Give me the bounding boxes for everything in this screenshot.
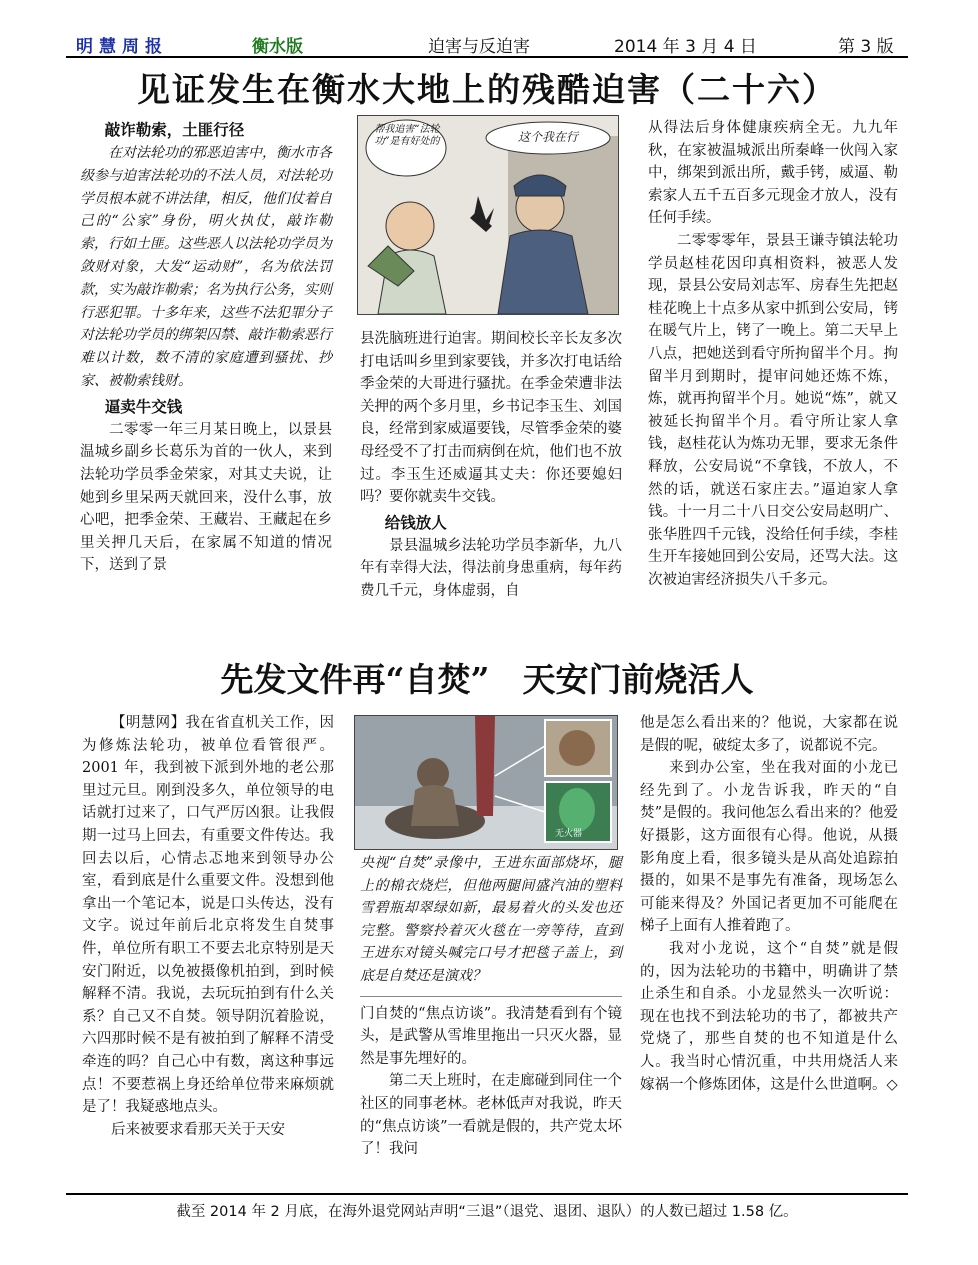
article1-paragraph: 在对法轮功的邪恶迫害中，衡水市各级参与迫害法轮功的不法人员，对法轮功学员根本就不讲法律，相反，他们仗着自己的“公家”身份，明火执仗，敲诈勒索，行如土匪。这些恶人以法轮功学员为敛财对象，大发“运动财”，名为依法罚款，实为敲诈勒索；名为执行公务，实则行恶犯罪。十多年来，这些不法犯罪分子对法轮功学员的绑架囚禁、敲诈勒索恶行难以计数，数不清的家庭遭到骚扰、抄家、被勒索钱财。 xyxy=(80,145,332,389)
article2-column-3 xyxy=(640,712,898,1096)
page-number: 第 3 版 xyxy=(838,37,894,57)
article1-paragraph: 景县温城乡法轮功学员李新华，九八年有幸得大法，得法前身患重病，每年药费几千元，身体虚弱，自 xyxy=(360,537,622,599)
article1-column-1 xyxy=(80,118,332,577)
footer-notice: 截至 2014 年 2 月底，在海外退党网站声明“三退”（退党、退团、退队）的人数已超过 1.58 亿。 xyxy=(176,1204,798,1220)
photo-caption: 央视“自焚”录像中，王进东面部烧坏，腿上的棉衣烧烂，但他两腿间盛汽油的塑料雪碧瓶却翠绿如新，最易着火的头发也还完整。警察拎着灭火毯在一旁等待，直到王进东对镜头喊完口号才把毯子盖上，到底是自焚还是演戏？ xyxy=(360,855,622,984)
article2-paragraph: 来到办公室，坐在我对面的小龙已经先到了。小龙告诉我，昨天的“自焚”是假的。我问他怎么看出来的？他爱好摄影，这方面很有心得。他说，从摄影角度上看，很多镜头是从高处追踪拍摄的，如果不是事先有准备，现场怎么可能来得及？外国记者更加不可能爬在梯子上面有人推着跑了。 xyxy=(640,760,898,935)
article1-subheading-3: 给钱放人 xyxy=(384,513,447,532)
photo-inset-label: 无火器 xyxy=(555,829,583,839)
section-label: 迫害与反迫害 xyxy=(428,37,530,57)
article1-title: 见证发生在衡水大地上的残酷迫害（二十六） xyxy=(137,70,837,109)
article2-paragraph: 我对小龙说，这个“自焚”就是假的，因为法轮功的书籍中，明确讲了禁止杀生和自杀。小龙显然头一次听说：现在也找不到法轮功的书了，都被共产党烧了，那些自焚的也不知道是什么人。我当时心情沉重，中共用烧活人来嫁祸一个修炼团体，这是什么世道啊。◇ xyxy=(640,940,898,1093)
article1-paragraph: 从得法后身体健康疾病全无。九九年秋，在家被温城派出所秦峰一伙闯入家中，绑架到派出所，戴手铐，威逼、勒索家人五千五百多元现金才放人，没有任何手续。 xyxy=(648,120,898,227)
article2-paragraph: 他是怎么看出来的？他说，大家都在说是假的呢，破绽太多了，说都说不完。 xyxy=(640,715,898,754)
article1-column-2 xyxy=(360,328,622,603)
self-immolation-photo xyxy=(354,715,618,850)
edition-label: 衡水版 xyxy=(252,37,303,57)
article2-paragraph: 后来被要求看那天关于天安 xyxy=(111,1121,285,1138)
cartoon-speech-right: 这个我在行 xyxy=(517,130,578,144)
article2-paragraph: 门自焚的“焦点访谈”。我清楚看到有个镜头，是武警从雪堆里拖出一只灭火器，显然是事先埋好的。 xyxy=(360,1005,622,1067)
article1-subheading-1: 敲诈勒索，土匪行径 xyxy=(104,121,245,139)
article2-paragraph: 【明慧网】我在省直机关工作，因为修炼法轮功，被单位看管很严。2001 年，我到被下派到外地的老公那里过元旦。刚到没多久，单位领导的电话就打过来了，口气严厉凶狠。让我假期一过马上回去，有重要文件传达。我回去以后，心情忐忑地来到领导办公室，看到底是什么重要文件。没想到他拿出一个笔记本，说是口头传达，没有文字。说过年前后北京将发生自焚事件，单位所有职工不要去北京特别是天安门附近，以免被摄像机拍到，到时候解释不清。我说，去玩玩拍到有什么关系？自己又不自焚。领导阴沉着脸说，六四那时候不是有被拍到了解释不清受牵连的吗？自己心中有数，离这种事远点！不要惹祸上身还给单位带来麻烦就是了！我疑惑地点头。 xyxy=(82,715,334,1116)
article2-title: 先发文件再“自焚” 天安门前烧活人 xyxy=(220,660,754,699)
cartoon-image xyxy=(357,115,619,315)
newspaper-brand: 明慧周报 xyxy=(76,37,168,57)
article1-subheading-2: 逼卖牛交钱 xyxy=(104,397,183,416)
article2-paragraph: 第二天上班时，在走廊碰到同住一个社区的同事老林。老林低声对我说，昨天的“焦点访谈”一看就是假的，共产党太坏了！我问 xyxy=(360,1073,622,1158)
caption-divider xyxy=(360,996,622,997)
cartoon-speech-left: 帮我追害“法轮功”是有好处的 xyxy=(374,124,440,147)
page-header xyxy=(66,32,906,56)
article1-paragraph: 县洗脑班进行迫害。期间校长辛长友多次打电话叫乡里到家要钱，并多次打电话给季金荣的大哥进行骚扰。在季金荣遭非法关押的两个多月里，乡书记李玉生、刘国良，经常到家威逼要钱，尽管季金荣的婆母经受不了打击而病倒在炕，他们也不放过。李玉生还威逼其丈夫：你还要媳妇吗？要你就卖牛交钱。 xyxy=(360,331,622,506)
article2-column-1 xyxy=(82,712,334,1141)
footer-rule xyxy=(66,1193,908,1195)
article1-paragraph: 二零零零年，景县王谦寺镇法轮功学员赵桂花因印真相资料，被恶人发现，景县公安局刘志军、房春生先把赵桂花晚上十点多从家中抓到公安局，铐在暖气片上，铐了一晚上。第二天早上八点，把她送到看守所拘留半个月。拘留半月到期时，提审问她还炼不炼，炼，就再拘留半个月。她说“炼”，就又被延长拘留半个月。看守所让家人拿钱，赵桂花认为炼功无罪，要求无条件释放，公安局说“不拿钱，不放人，不然的话，就送石家庄去。”逼迫家人拿钱。十一月二十八日交公安局赵明广、张华胜四千元钱，没给任何手续，李桂生开车接她回到公安局，还骂大法。这次被迫害经济损失八千多元。 xyxy=(648,232,898,588)
header-rule xyxy=(66,56,908,58)
issue-date: 2014 年 3 月 4 日 xyxy=(614,37,757,57)
article1-paragraph: 二零零一年三月某日晚上，以景县温城乡副乡长葛乐为首的一伙人，来到法轮功学员季金荣家，对其丈夫说，让她到乡里呆两天就回来，没什么事，放心吧，把季金荣、王藏岩、王藏起在乡里关押几天后，在家属不知道的情况下，送到了景 xyxy=(80,421,332,574)
article2-column-2 xyxy=(360,852,622,1161)
article1-column-3 xyxy=(648,117,898,591)
